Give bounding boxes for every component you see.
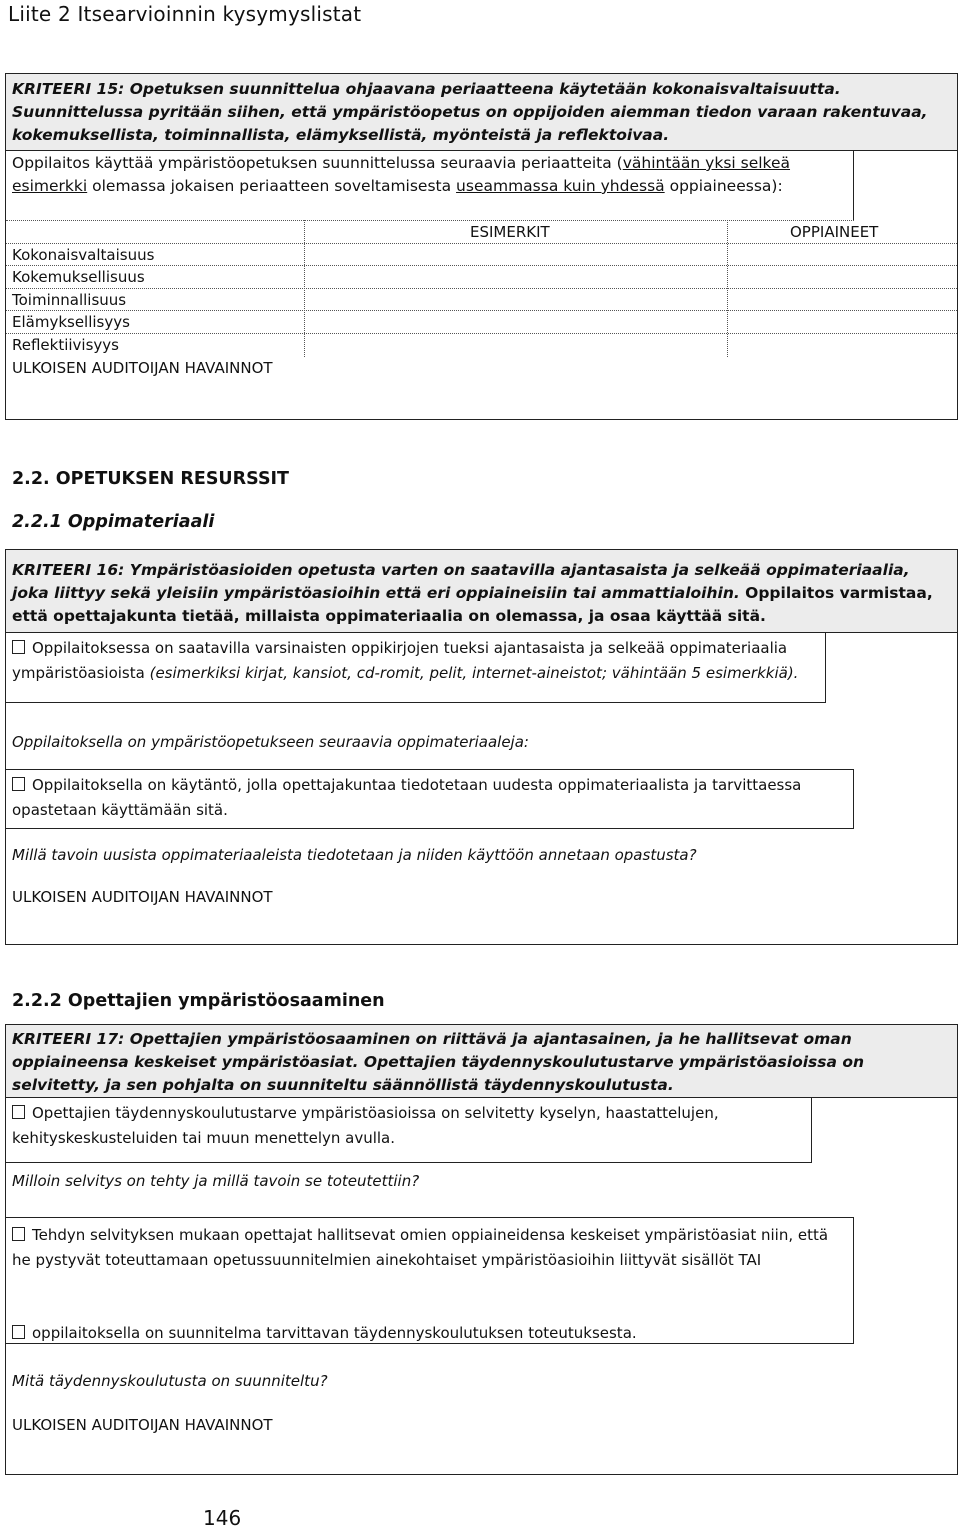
checklist-item: oppilaitoksella on suunnitelma tarvittavan täydennyskoulutuksen toteutuksesta. <box>12 1322 842 1345</box>
auditor-observations-label: ULKOISEN AUDITOIJAN HAVAINNOT <box>12 359 273 377</box>
criterion-15-text: KRITEERI 15: Opetuksen suunnittelua ohjaavana periaatteena käytetään kokonaisvaltaisuutta. Suunnittelussa pyritään siihen, että ympäristöopetus on oppijoiden aiemman tiedon varaan rakentuvaa, kokemuksellista, toiminnallista, elämyksellistä, myönteistä ja reflektoivaa. <box>12 80 928 144</box>
column-header-subjects: OPPIAINEET <box>790 223 879 241</box>
checklist-item: Oppilaitoksessa on saatavilla varsinaisten oppikirjojen tueksi ajantasaista ja selkeää oppimateriaalia ympäristöasioista (esimerkiksi kirjat, kansiot, cd-romit, pelit, internet-aineistot; vähintään 5 esimerkkiä). <box>12 639 799 682</box>
question-text: Millä tavoin uusista oppimateriaaleista tiedotetaan ja niiden käyttöön annetaan opastusta? <box>12 846 697 864</box>
page-number: 146 <box>203 1506 242 1530</box>
principle-row-label: Reflektiivisyys <box>12 336 119 354</box>
page-title: Liite 2 Itsearvioinnin kysymyslistat <box>8 2 362 26</box>
criterion-17-section <box>5 1024 958 1475</box>
checklist-item: Opettajien täydennyskoulutustarve ympäristöasioissa on selvitetty kyselyn, haastattelujen, kehityskeskusteluiden tai muun menettelyn avulla. <box>12 1104 719 1147</box>
checkbox[interactable] <box>12 1105 25 1119</box>
checkbox[interactable] <box>12 1227 25 1241</box>
criterion-15-section <box>5 73 958 420</box>
principle-row-label: Kokonaisvaltaisuus <box>12 246 155 264</box>
checkbox[interactable] <box>12 640 25 654</box>
column-header-examples: ESIMERKIT <box>470 223 550 241</box>
principle-row-label: Elämyksellisyys <box>12 313 130 331</box>
auditor-observations-label: ULKOISEN AUDITOIJAN HAVAINNOT <box>12 1416 273 1434</box>
criterion-15-intro: Oppilaitos käyttää ympäristöopetuksen suunnittelussa seuraavia periaatteita (vähintään yksi selkeä esimerkki olemassa jokaisen periaatteen soveltamisesta useammassa kuin yhdessä oppiaineessa): <box>12 154 791 195</box>
checkbox[interactable] <box>12 1325 25 1339</box>
question-text: Oppilaitoksella on ympäristöopetukseen seuraavia oppimateriaaleja: <box>12 733 529 751</box>
subsection-heading: 2.2.1 Oppimateriaali <box>12 512 215 532</box>
principle-row-label: Toiminnallisuus <box>12 291 127 309</box>
checklist-item: Oppilaitoksella on käytäntö, jolla opettajakuntaa tiedotetaan uudesta oppimateriaalista ja tarvittaessa opastetaan käyttämään sitä. <box>12 776 802 819</box>
criterion-16-text: KRITEERI 16: Ympäristöasioiden opetusta varten on saatavilla ajantasaista ja selkeää oppimateriaalia, joka liittyy sekä yleisiin ympäristöasioihin että eri oppiaineisiin tai ammattialoihin. Oppilaitos varmistaa, että opettajakunta tietää, millaista oppimateriaalia on olemassa, ja osaa käyttää sitä. <box>12 561 933 625</box>
subsection-heading: 2.2.2 Opettajien ympäristöosaaminen <box>12 991 385 1011</box>
question-text: Mitä täydennyskoulutusta on suunniteltu? <box>12 1372 328 1390</box>
section-heading: 2.2. OPETUKSEN RESURSSIT <box>12 469 289 489</box>
principle-row-label: Kokemuksellisuus <box>12 268 145 286</box>
criterion-16-section <box>5 549 958 945</box>
auditor-observations-label: ULKOISEN AUDITOIJAN HAVAINNOT <box>12 888 273 906</box>
checklist-item: Tehdyn selvityksen mukaan opettajat hallitsevat omien oppiaineidensa keskeiset ympäristöasiat niin, että he pystyvät toteuttamaan opetussuunnitelmien ainekohtaiset ympäristöasioihin liittyvät sisällöt TAI <box>12 1226 829 1269</box>
checkbox[interactable] <box>12 777 25 791</box>
criterion-17-text: KRITEERI 17: Opettajien ympäristöosaaminen on riittävä ja ajantasainen, ja he hallitsevat oman oppiaineensa keskeiset ympäristöasiat. Opettajien täydennyskoulutustarve ympäristöasioissa on selvitetty, ja sen pohjalta on suunniteltu säännöllistä täydennyskoulutusta. <box>12 1030 865 1094</box>
question-text: Milloin selvitys on tehty ja millä tavoin se toteutettiin? <box>12 1172 420 1190</box>
